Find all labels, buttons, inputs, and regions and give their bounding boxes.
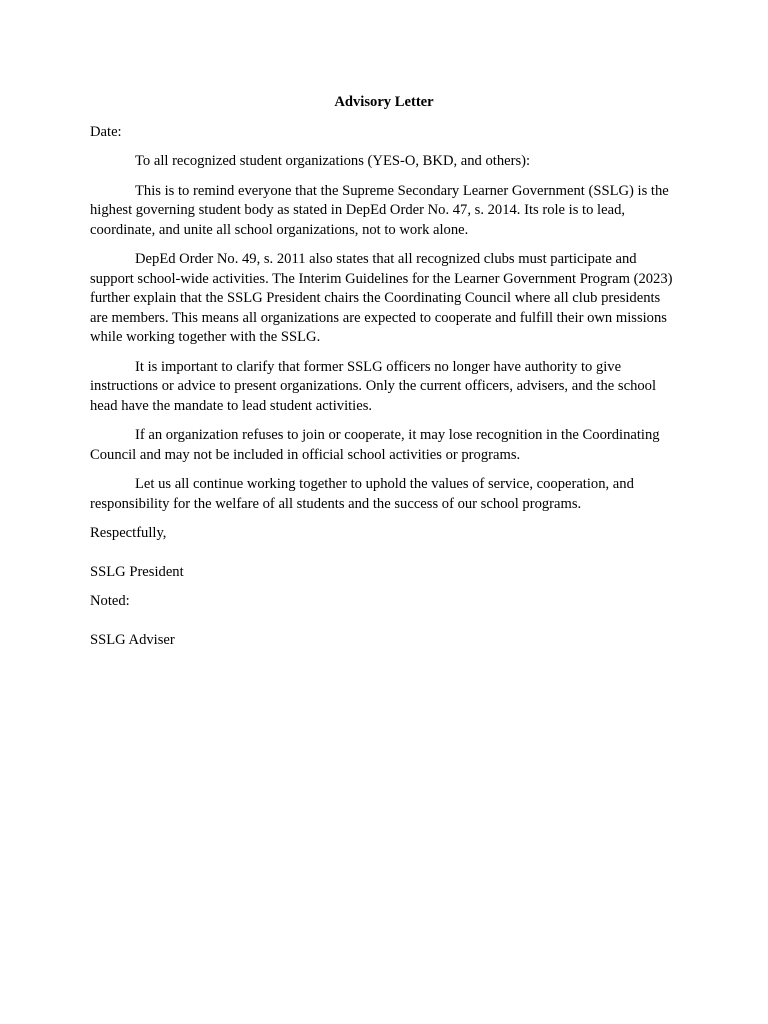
document-page [90, 93, 678, 660]
closing: Respectfully, [90, 525, 167, 541]
body-paragraph-1: This is to remind everyone that the Supreme Secondary Learner Government (SSLG) is the highest governing student body as stated in DepEd Order No. 47, s. 2014. Its role is to lead, coordinate, and unite all school organizations, not to work alone. [90, 182, 669, 238]
noted-label: Noted: [90, 593, 130, 609]
body-paragraph-4: If an organization refuses to join or cooperate, it may lose recognition in the Coordinating Council and may not be included in official school activities or programs. [90, 427, 660, 463]
body-paragraph-2: DepEd Order No. 49, s. 2011 also states that all recognized clubs must participate and support school-wide activities. The Interim Guidelines for the Learner Government Program (2023) further explain that the SSLG President chairs the Coordinating Council where all club presidents are members. This means all organizations are expected to cooperate and fulfill their own missions while working together with the SSLG. [90, 251, 673, 345]
body-paragraph-5: Let us all continue working together to uphold the values of service, cooperation, and responsibility for the welfare of all students and the success of our school programs. [90, 476, 634, 512]
salutation: To all recognized student organizations (YES-O, BKD, and others): [135, 153, 531, 169]
noted-signatory: SSLG Adviser [90, 631, 175, 648]
date-label: Date: [90, 123, 122, 140]
body-paragraph-3: It is important to clarify that former SSLG officers no longer have authority to give instructions or advice to present organizations. Only the current officers, advisers, and the school head have the mandate to lead student activities. [90, 358, 657, 414]
signatory: SSLG President [90, 563, 184, 580]
letter-title: Advisory Letter [334, 94, 434, 110]
